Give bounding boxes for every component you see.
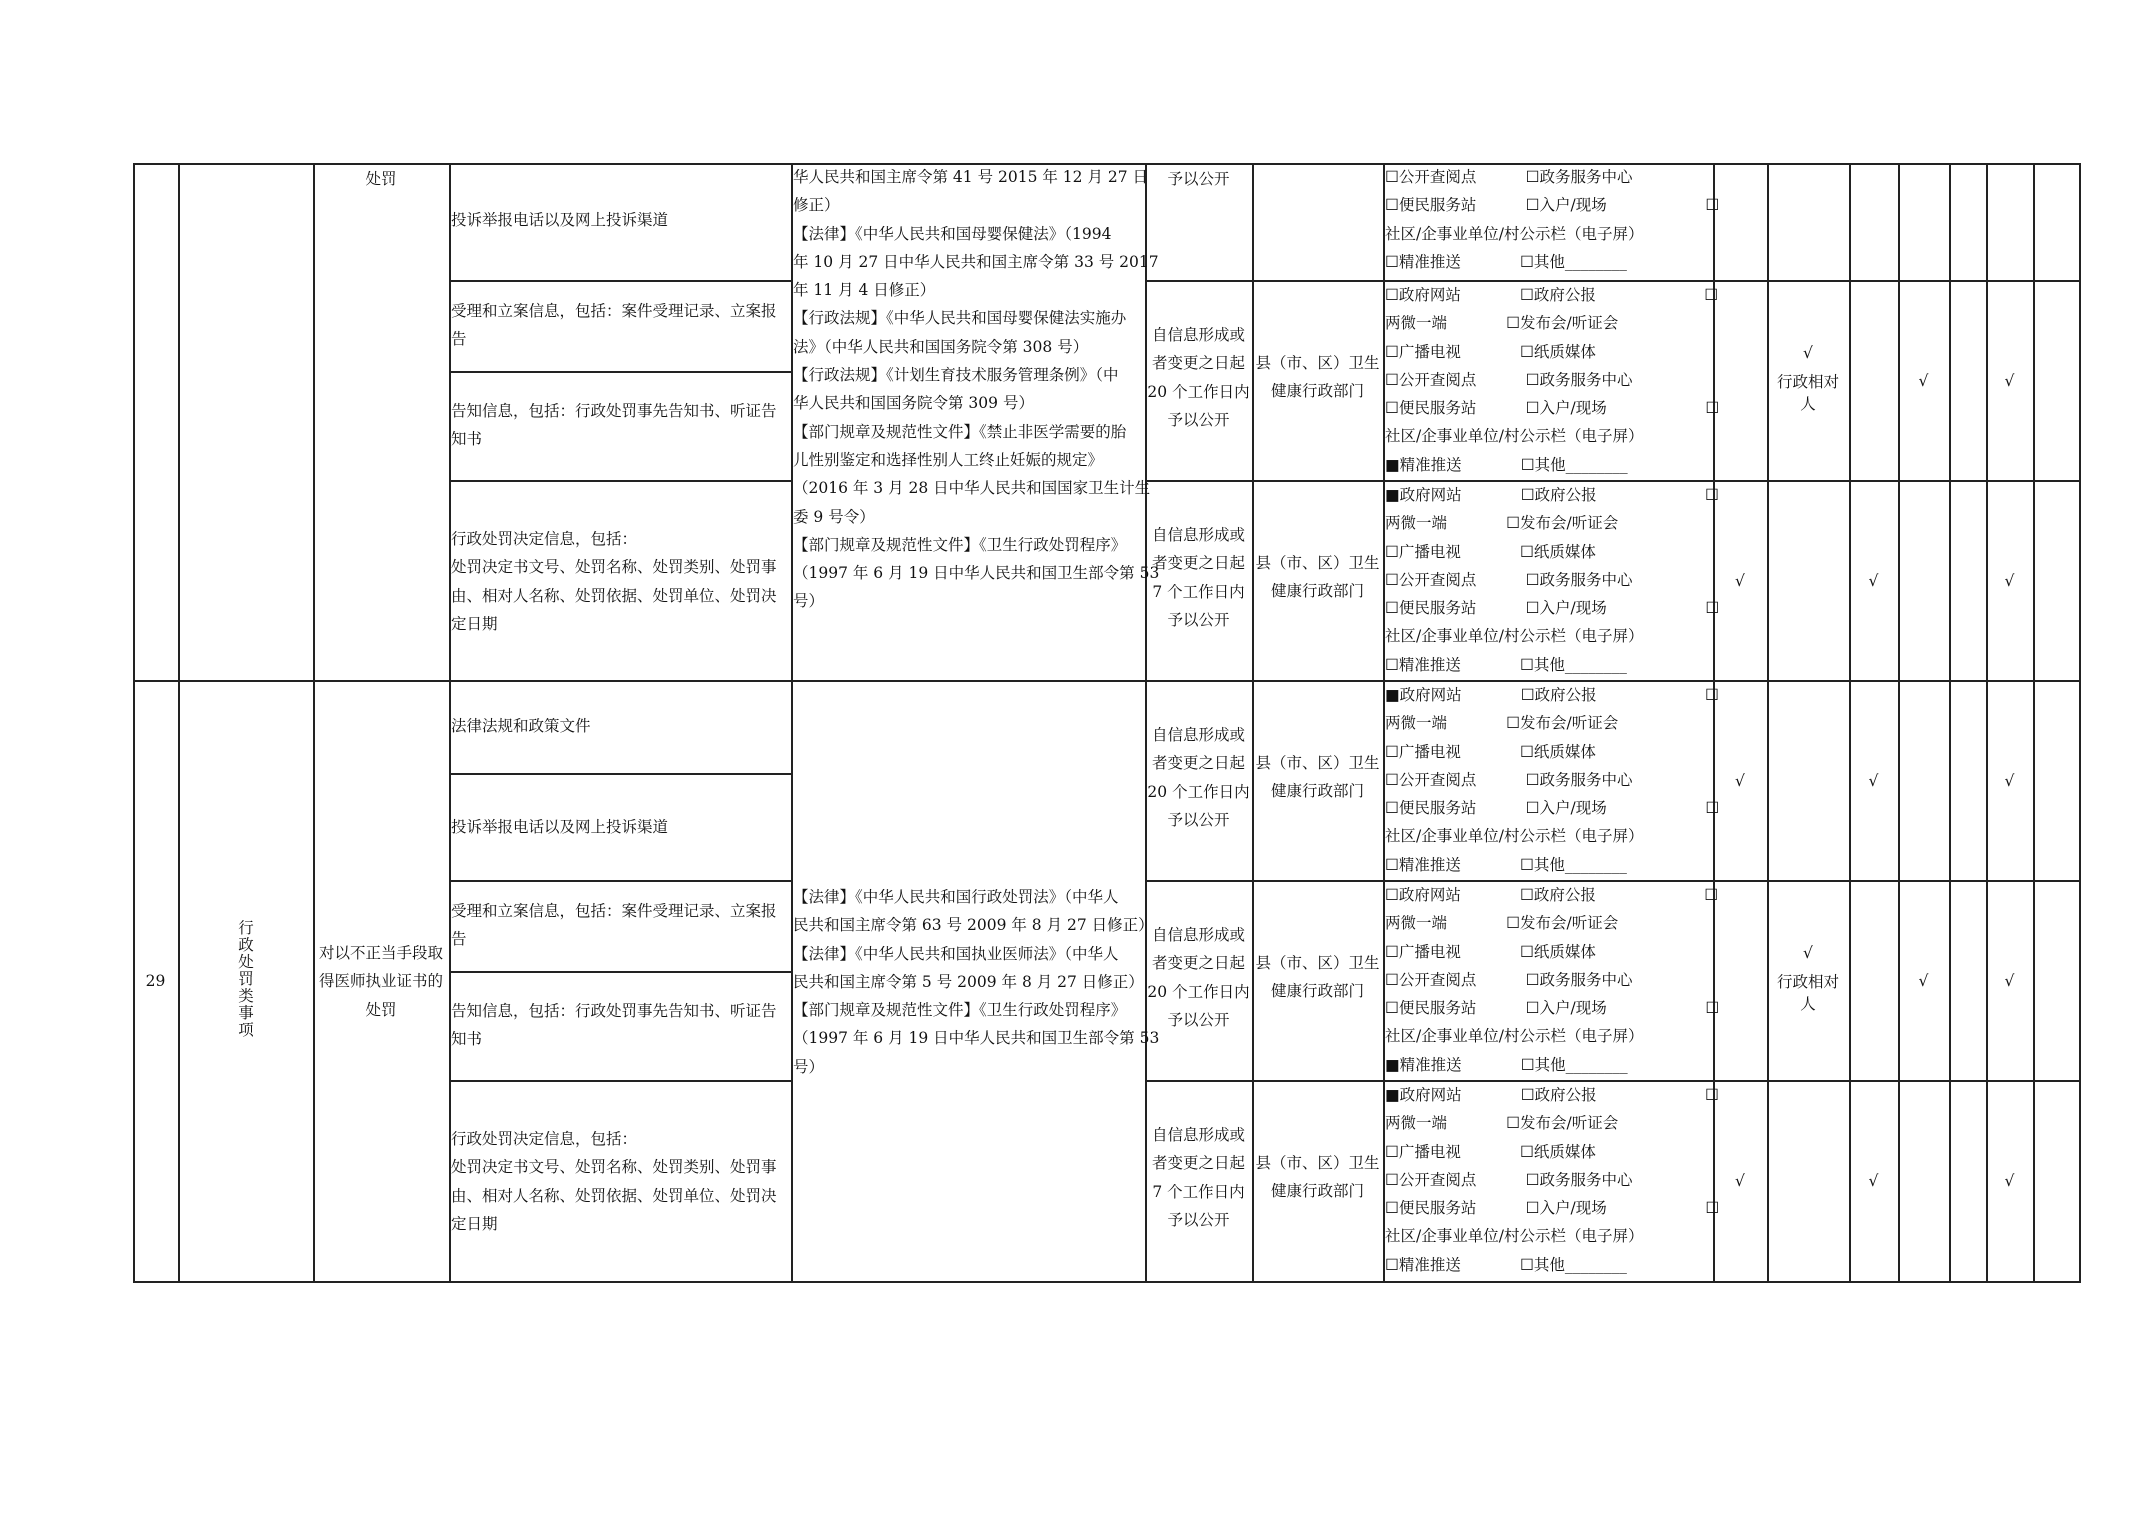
check-mark: √ bbox=[2004, 372, 2015, 390]
content-item: 受理和立案信息，包括：案件受理记录、立案报 告 bbox=[451, 302, 777, 349]
disclosure-time: 自信息形成或 者变更之日起 7 个工作日内 予以公开 bbox=[1151, 1126, 1245, 1229]
disclosure-subject: 县（市、区）卫生 健康行政部门 bbox=[1255, 354, 1380, 401]
legal-basis: 华人民共和国主席令第 41 号 2015 年 12 月 27 日 修正） 【法律】《中华人民共和国母婴保健法》（1994 年 10 月 27 日中华人民共和国主席令第 33 号 2017 年 11 月 4 日修正） 【行政法规】《中华人民共和国母婴保健法实施办 法》（中华人民共和国国务院令第 308 号） 【行政法规】《计划生育技术服务管理条例》（中 华人民共和国国务院令第 309 号） 【部门规章及规范性文件】《禁止非医学需要的胎 儿性别鉴定和选择性别人工终止妊娠的规定》 （2016 年 3 月 28 日中华人民共和国国家卫生计生 委 9 号令） 【部门规章及规范性文件】《卫生行政处罚程序》 （1997 年 6 月 19 日中华人民共和国卫生部令第 53 号） bbox=[793, 168, 1160, 611]
row-divider bbox=[449, 773, 791, 775]
col-line bbox=[1252, 163, 1254, 1283]
content-item: 法律法规和政策文件 bbox=[451, 717, 591, 735]
check-mark: √ bbox=[1868, 572, 1879, 590]
content-item: 告知信息，包括：行政处罚事先告知书、听证告 知书 bbox=[451, 1002, 777, 1049]
disclosure-time: 自信息形成或 者变更之日起 20 个工作日内 予以公开 bbox=[1147, 926, 1250, 1029]
col-line bbox=[1949, 163, 1951, 1283]
disclosure-subject: 县（市、区）卫生 健康行政部门 bbox=[1255, 954, 1380, 1001]
col-line bbox=[1898, 163, 1900, 1283]
disclosure-subject: 县（市、区）卫生 健康行政部门 bbox=[1255, 1154, 1380, 1201]
check-mark: √ bbox=[1918, 972, 1929, 990]
disclosure-time: 自信息形成或 者变更之日起 7 个工作日内 予以公开 bbox=[1151, 526, 1245, 629]
check-mark: √ bbox=[2004, 572, 2015, 590]
col-line bbox=[2079, 163, 2081, 1283]
disclosure-subject: 县（市、区）卫生 健康行政部门 bbox=[1255, 754, 1380, 801]
disclosure-time: 自信息形成或 者变更之日起 20 个工作日内 予以公开 bbox=[1147, 326, 1250, 429]
disclosure-channels: ☐政府网站 ☐政府公报 ☐ 两微一端 ☐发布会/听证会 ☐广播电视 ☐纸质媒体 ☐公开查阅点 ☐政务服务中心 ☐便民服务站 ☐入户/现场 ☐ 社区/企事业单位/村公示栏（电子屏） ■精准推送 ☐其他________ bbox=[1385, 886, 1720, 1074]
legal-basis: 【法律】《中华人民共和国行政处罚法》（中华人 民共和国主席令第 63 号 2009 年 8 月 27 日修正） 【法律】《中华人民共和国执业医师法》（中华人 民共和国主席令第 5 号 2009 年 8 月 27 日修正） 【部门规章及规范性文件】《卫生行政处罚程序》 （1997 年 6 月 19 日中华人民共和国卫生部令第 53 号） bbox=[793, 888, 1160, 1076]
col-line bbox=[2033, 163, 2035, 1283]
row-divider bbox=[449, 280, 791, 282]
col-line bbox=[1767, 163, 1769, 1283]
table-border-bottom bbox=[133, 1281, 2081, 1283]
disclosure-channels: ■政府网站 ☐政府公报 ☐ 两微一端 ☐发布会/听证会 ☐广播电视 ☐纸质媒体 ☐公开查阅点 ☐政务服务中心 ☐便民服务站 ☐入户/现场 ☐ 社区/企事业单位/村公示栏（电子屏） ☐精准推送 ☐其他________ bbox=[1385, 486, 1720, 674]
check-mark: √ bbox=[1918, 372, 1929, 390]
relative-party-mark: √ 行政相对 人 bbox=[1776, 344, 1839, 413]
content-item: 行政处罚决定信息，包括： 处罚决定书文号、处罚名称、处罚类别、处罚事 由、相对人名称、处罚依据、处罚单位、处罚决 定日期 bbox=[451, 1130, 777, 1233]
disclosure-table bbox=[133, 163, 2081, 1283]
disclosure-subject: 县（市、区）卫生 健康行政部门 bbox=[1255, 554, 1380, 601]
col-line bbox=[1986, 163, 1988, 1283]
disclosure-channels: ☐公开查阅点 ☐政务服务中心 ☐便民服务站 ☐入户/现场 ☐ 社区/企事业单位/村公示栏（电子屏） ☐精准推送 ☐其他________ bbox=[1385, 168, 1720, 271]
row-divider bbox=[449, 480, 791, 482]
item-name: 对以不正当手段取 得医师执业证书的 处罚 bbox=[318, 944, 443, 1019]
item-number: 29 bbox=[145, 972, 166, 990]
check-mark: √ bbox=[1735, 772, 1745, 790]
check-mark: √ bbox=[2004, 772, 2015, 790]
check-mark: √ bbox=[1735, 1172, 1745, 1190]
check-mark: √ bbox=[2004, 1172, 2015, 1190]
content-item: 行政处罚决定信息，包括： 处罚决定书文号、处罚名称、处罚类别、处罚事 由、相对人名称、处罚依据、处罚单位、处罚决 定日期 bbox=[451, 530, 777, 633]
check-mark: √ bbox=[2004, 972, 2015, 990]
content-item: 投诉举报电话以及网上投诉渠道 bbox=[451, 211, 669, 229]
col-line bbox=[133, 163, 135, 1283]
row-divider bbox=[449, 371, 791, 373]
content-item: 告知信息，包括：行政处罚事先告知书、听证告 知书 bbox=[451, 402, 777, 449]
check-mark: √ bbox=[1868, 1172, 1879, 1190]
check-mark: √ bbox=[1735, 572, 1745, 590]
col-line bbox=[313, 163, 315, 1283]
disclosure-channels: ☐政府网站 ☐政府公报 ☐ 两微一端 ☐发布会/听证会 ☐广播电视 ☐纸质媒体 ☐公开查阅点 ☐政务服务中心 ☐便民服务站 ☐入户/现场 ☐ 社区/企事业单位/村公示栏（电子屏） ■精准推送 ☐其他________ bbox=[1385, 286, 1720, 474]
row-divider bbox=[449, 971, 791, 973]
check-mark: √ bbox=[1868, 772, 1879, 790]
content-item: 投诉举报电话以及网上投诉渠道 bbox=[451, 818, 669, 836]
disclosure-channels: ■政府网站 ☐政府公报 ☐ 两微一端 ☐发布会/听证会 ☐广播电视 ☐纸质媒体 ☐公开查阅点 ☐政务服务中心 ☐便民服务站 ☐入户/现场 ☐ 社区/企事业单位/村公示栏（电子屏） ☐精准推送 ☐其他________ bbox=[1385, 686, 1720, 874]
section-divider bbox=[133, 680, 2081, 682]
item-name: 处罚 bbox=[365, 170, 397, 188]
item-category: 行政处罚类事项 bbox=[238, 919, 254, 1039]
col-line bbox=[178, 163, 180, 1283]
disclosure-time: 予以公开 bbox=[1167, 170, 1230, 188]
row-divider bbox=[449, 1080, 791, 1082]
disclosure-channels: ■政府网站 ☐政府公报 ☐ 两微一端 ☐发布会/听证会 ☐广播电视 ☐纸质媒体 ☐公开查阅点 ☐政务服务中心 ☐便民服务站 ☐入户/现场 ☐ 社区/企事业单位/村公示栏（电子屏） ☐精准推送 ☐其他________ bbox=[1385, 1086, 1720, 1274]
row-divider bbox=[449, 880, 791, 882]
relative-party-mark: √ 行政相对 人 bbox=[1776, 944, 1839, 1013]
content-item: 受理和立案信息，包括：案件受理记录、立案报 告 bbox=[451, 902, 777, 949]
disclosure-time: 自信息形成或 者变更之日起 20 个工作日内 予以公开 bbox=[1147, 726, 1250, 829]
col-line bbox=[1849, 163, 1851, 1283]
